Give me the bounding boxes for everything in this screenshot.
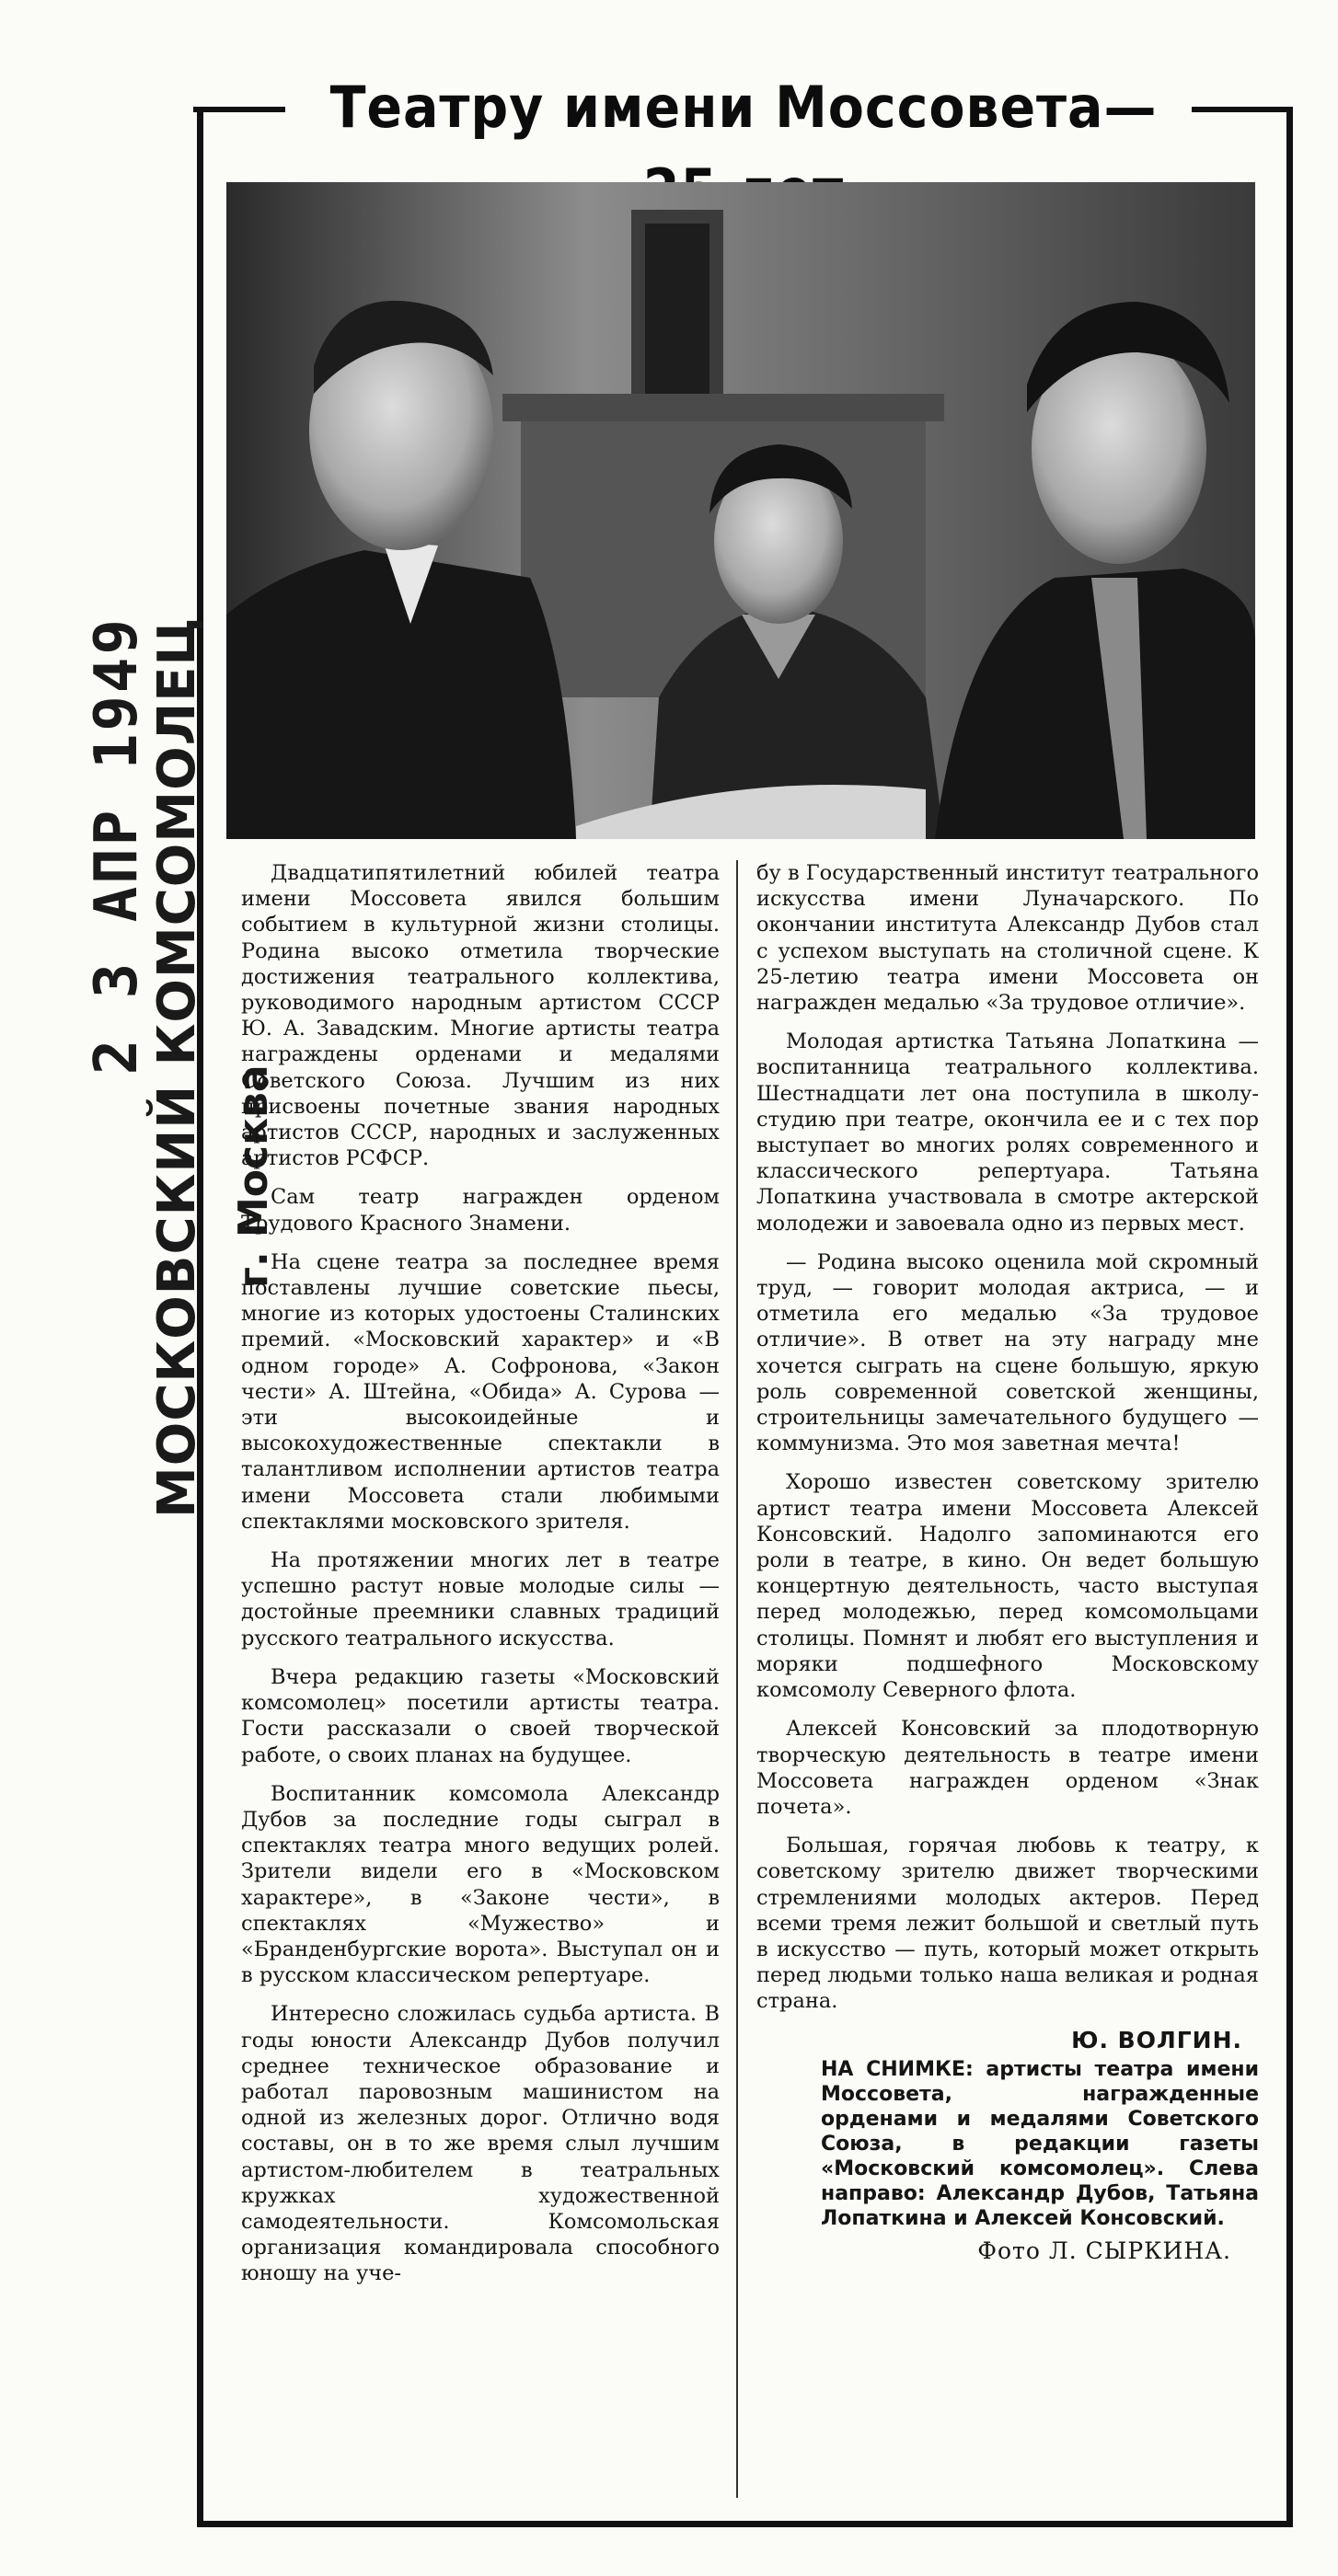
paragraph: Большая, горячая любовь к театру, к советскому зрителю движет творческими стремлениями молодых актеров. Перед всеми тремя лежит большой и светлый путь в искусство — путь, который может открыть перед людьми только наша великая и родная страна. (756, 1834, 1259, 2014)
paragraph: Молодая артистка Татьяна Лопаткина — воспитанница театрального коллектива. Шестнадцати лет она поступила в школу-студию при театре, окончила ее и с тех пор выступает во многих ролях современного и классического репертуара. Татьяна Лопаткина участвовала в смотре актерской молодежи и завоевала одно из первых мест. (756, 1029, 1259, 1236)
photo-caption: НА СНИМКЕ: артисты театра имени Моссовета, награжденные орденами и медалями Советского Союза, в редакции газеты «Московский комсомолец». Слева направо: Александр Дубов, Татьяна Лопаткина и Алексей Консовский. (821, 2057, 1259, 2230)
frame-rule-top-right (1192, 107, 1293, 112)
article-headline: Театру имени Моссовета— (329, 74, 1158, 141)
article-column-right (756, 860, 1259, 2264)
photo-credit: Фото Л. СЫРКИНА. (977, 2237, 1231, 2264)
frame-rule-right (1286, 107, 1293, 2524)
archive-stamp (55, 598, 277, 1518)
stamp-city: г. Москва (230, 1064, 277, 1288)
paragraph: Интересно сложилась судьба артиста. В годы юности Александр Дубов получил среднее техническое образование и работал паровозным машинистом на одной из железных дорог. Отлично водя составы, он в то же время слыл лучшим артистом-любителем в театральных кружках художественной самодеятельности. Комсомольская организация командировала способного юношу на уче- (241, 2002, 720, 2286)
paragraph: — Родина высоко оценила мой скромный труд, — говорит молодая актриса, — и отметила его медалью «За трудовое отличие». В ответ на эту награду мне хочется сыграть на сцене большую, яркую роль современной советской женщины, строительницы замечательного будущего — коммунизма. Это моя заветная мечта! (756, 1249, 1259, 1456)
paragraph: Хорошо известен советскому зрителю артист театра имени Моссовета Алексей Консовский. Надолго запоминаются его роли в театре, в кино. Он ведет большую концертную деятельность, часто выступая перед молодежью, перед комсомольцами столицы. Помнят и любят его выступления и моряки подшефного Московскому комсомолу Северного флота. (756, 1470, 1259, 1703)
stamp-date: 2 3 АПР 1949 (83, 616, 151, 1075)
paragraph: Воспитанник комсомола Александр Дубов за последние годы сыграл в спектаклях театра много ведущих ролей. Зрители видели его в «Московском характере», в «Законе чести», в спектаклях «Мужество» и «Бранденбургские ворота». Выступал он и в русском классическом репертуаре. (241, 1781, 720, 1988)
stamp-newspaper-name: МОСКОВСКИЙ КОМСОМОЛЕЦ (147, 616, 207, 1518)
paragraph: Алексей Консовский за плодотворную творческую деятельность в театре имени Моссовета награжден орденом «Знак почета». (756, 1717, 1259, 1819)
article-column-left (241, 860, 720, 2300)
paragraph: Вчера редакцию газеты «Московский комсомолец» посетили артисты театра. Гости рассказали о своей творческой работе, о своих планах на будущее. (241, 1664, 720, 1767)
article-photograph (226, 182, 1255, 839)
frame-rule-top-left (193, 107, 285, 112)
paragraph: На протяжении многих лет в театре успешно растут новые молодые силы — достойные преемники славных традиций русского театрального искусства. (241, 1548, 720, 1650)
paragraph: бу в Государственный институт театрального искусства имени Луначарского. По окончании института Александр Дубов стал с успехом выступать на столичной сцене. К 25-летию театра имени Моссовета он награжден медалью «За трудовое отличие». (756, 861, 1259, 1016)
paragraph: Сам театр награжден орденом Трудового Красного Знамени. (241, 1185, 720, 1236)
frame-rule-bottom (197, 2521, 1293, 2527)
column-divider (736, 860, 738, 2498)
author-signature: Ю. ВОЛГИН. (1071, 2026, 1242, 2053)
paragraph: На сцене театра за последнее время поставлены лучшие советские пьесы, многие из которых удостоены Сталинских премий. «Московский характер» и «В одном городе» А. Софронова, «Закон чести» А. Штейна, «Обида» А. Сурова — эти высокоидейные и высокохудожественные спектакли в талантливом исполнении артистов театра имени Моссовета стали любимыми спектаклями московского зрителя. (241, 1249, 720, 1534)
paragraph: Двадцатипятилетний юбилей театра имени Моссовета явился большим событием в культурной жизни столицы. Родина высоко отметила творческие достижения театрального коллектива, руководимого народным артистом СССР Ю. А. Завадским. Многие артисты театра награждены орденами и медалями Советского Союза. Лучшим из них присвоены почетные звания народных артистов СССР, народных и заслуженных артистов РСФСР. (241, 861, 720, 1171)
